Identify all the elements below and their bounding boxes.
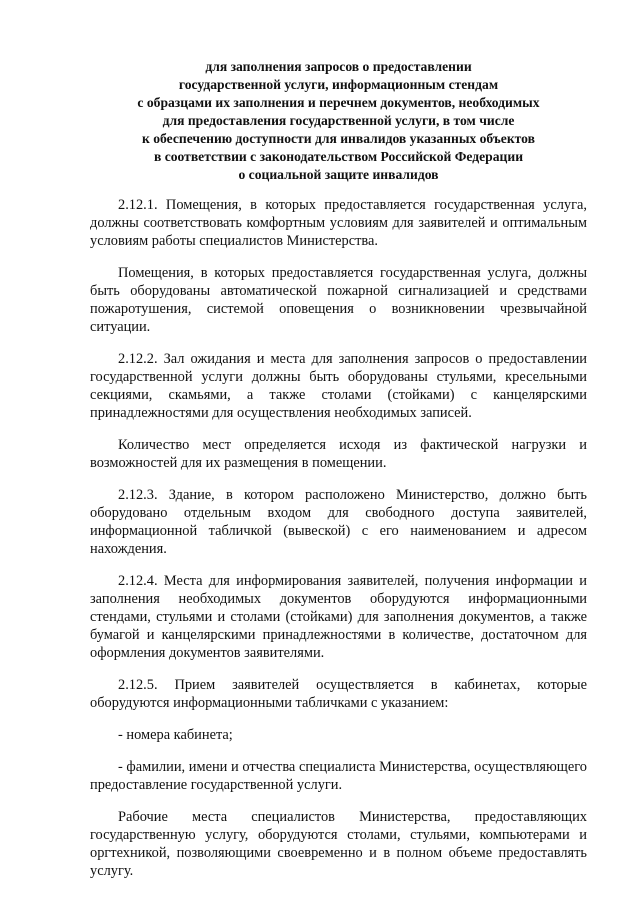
paragraph-2-12-1: 2.12.1. Помещения, в которых предоставляется государственная услуга, должны соответствовать комфортным условиям для заявителей и оптимальным условиям работы специалистов Министерства. xyxy=(90,197,587,249)
heading-line: в соответствии с законодательством Российской Федерации xyxy=(153,149,524,164)
paragraph-premises-equipment: Помещения, в которых предоставляется государственная услуга, должны быть оборудованы автоматической пожарной сигнализацией и средствами пожаротушения, системой оповещения о возникновении чрезвычайной ситуации. xyxy=(90,265,587,335)
heading-line: о социальной защите инвалидов xyxy=(238,167,439,182)
paragraph-2-12-5: 2.12.5. Прием заявителей осуществляется в кабинетах, которые оборудуются информационными табличками с указанием: xyxy=(90,677,587,711)
heading-line: к обеспечению доступности для инвалидов указанных объектов xyxy=(142,131,535,146)
heading-line: с образцами их заполнения и перечнем документов, необходимых xyxy=(137,95,540,110)
heading-line: для предоставления государственной услуги, в том числе xyxy=(162,113,515,128)
heading-line: для заполнения запросов о предоставлении xyxy=(205,59,472,74)
section-heading xyxy=(90,58,587,184)
list-item-specialist-name: - фамилии, имени и отчества специалиста Министерства, осуществляющего предоставление государственной услуги. xyxy=(90,759,587,793)
list-item-room-number: - номера кабинета; xyxy=(118,727,233,743)
paragraph-workplaces: Рабочие места специалистов Министерства, предоставляющих государственную услугу, оборудуются столами, стульями, компьютерами и оргтехникой, позволяющими своевременно и в полном объеме предоставлять услугу. xyxy=(90,809,587,879)
heading-line: государственной услуги, информационным стендам xyxy=(178,77,499,92)
paragraph-2-12-4: 2.12.4. Места для информирования заявителей, получения информации и заполнения необходимых документов оборудуются информационными стендами, стульями и столами (стойками) для заполнения документов, а также бумагой и канцелярскими принадлежностями в количестве, достаточном для оформления документов заявителями. xyxy=(90,573,587,661)
paragraph-2-12-3: 2.12.3. Здание, в котором расположено Министерство, должно быть оборудовано отдельным входом для свободного доступа заявителей, информационной табличкой (вывеской) с его наименованием и адресом нахождения. xyxy=(90,487,587,557)
paragraph-seat-count: Количество мест определяется исходя из фактической нагрузки и возможностей для их размещения в помещении. xyxy=(90,437,587,471)
paragraph-2-12-2: 2.12.2. Зал ожидания и места для заполнения запросов о предоставлении государственной услуги должны быть оборудованы стульями, кресельными секциями, скамьями, а также столами (стойками) с канцелярскими принадлежностями для осуществления необходимых записей. xyxy=(90,351,587,421)
